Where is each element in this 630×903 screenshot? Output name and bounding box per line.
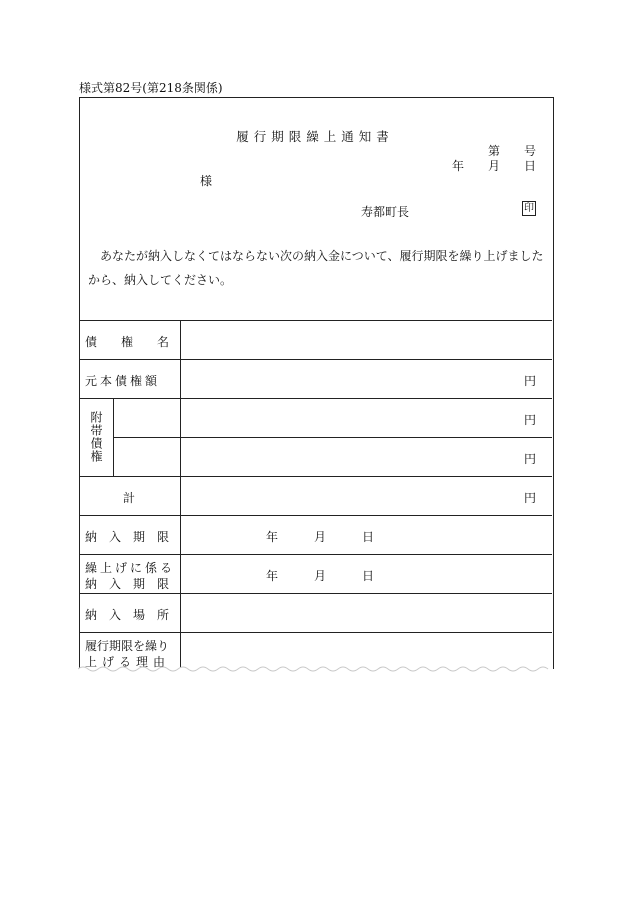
date-year-label: 年 — [452, 159, 465, 173]
number-label-go: 号 — [524, 144, 537, 158]
date-day-unit: 日 — [362, 569, 375, 583]
row-divider — [79, 515, 552, 516]
label-total: 計 — [123, 491, 136, 505]
label-accelerated-line2: 納 入 期 限 — [85, 577, 170, 591]
row-divider — [79, 632, 552, 633]
number-label-dai: 第 — [488, 144, 501, 158]
date-day-label: 日 — [524, 159, 537, 173]
label-reason-line1: 履行期限を繰り — [85, 639, 170, 653]
label-accelerated-line1: 繰上げに係る — [85, 561, 176, 575]
document-title: 履行期限繰上通知書 — [236, 129, 394, 144]
unit-yen: 円 — [524, 413, 537, 427]
notice-body: あなたが納入しなくてはならない次の納入金について、履行期限を繰り上げましたから、納入してください。 — [88, 249, 544, 287]
row-divider — [79, 593, 552, 594]
torn-edge — [78, 665, 554, 675]
seal-mark: 印 — [524, 203, 534, 214]
date-day-unit: 日 — [362, 530, 375, 544]
label-payment-deadline: 納 入 期 限 — [85, 530, 170, 544]
column-divider — [113, 398, 114, 476]
label-claim-name: 債 権 名 — [85, 335, 170, 349]
row-divider — [113, 437, 552, 438]
date-month-unit: 月 — [314, 569, 327, 583]
label-principal: 元本債権額 — [85, 374, 161, 388]
unit-yen: 円 — [524, 452, 537, 466]
row-divider — [79, 359, 552, 360]
date-month-label: 月 — [488, 159, 501, 173]
label-incidental: 附帯債権 — [89, 411, 103, 463]
unit-yen: 円 — [524, 374, 537, 388]
row-divider — [79, 320, 552, 321]
label-payment-place: 納 入 場 所 — [85, 608, 170, 622]
label-reason-line2: 上げる理由 — [85, 655, 171, 669]
issuer-name: 寿都町長 — [361, 205, 410, 219]
addressee-suffix: 様 — [200, 174, 213, 188]
date-year-unit: 年 — [266, 569, 279, 583]
row-divider — [79, 554, 552, 555]
date-year-unit: 年 — [266, 530, 279, 544]
row-divider — [79, 398, 552, 399]
row-divider — [79, 476, 552, 477]
unit-yen: 円 — [524, 491, 537, 505]
date-month-unit: 月 — [314, 530, 327, 544]
column-divider — [180, 320, 181, 671]
form-caption: 様式第82号(第218条関係) — [79, 81, 223, 95]
